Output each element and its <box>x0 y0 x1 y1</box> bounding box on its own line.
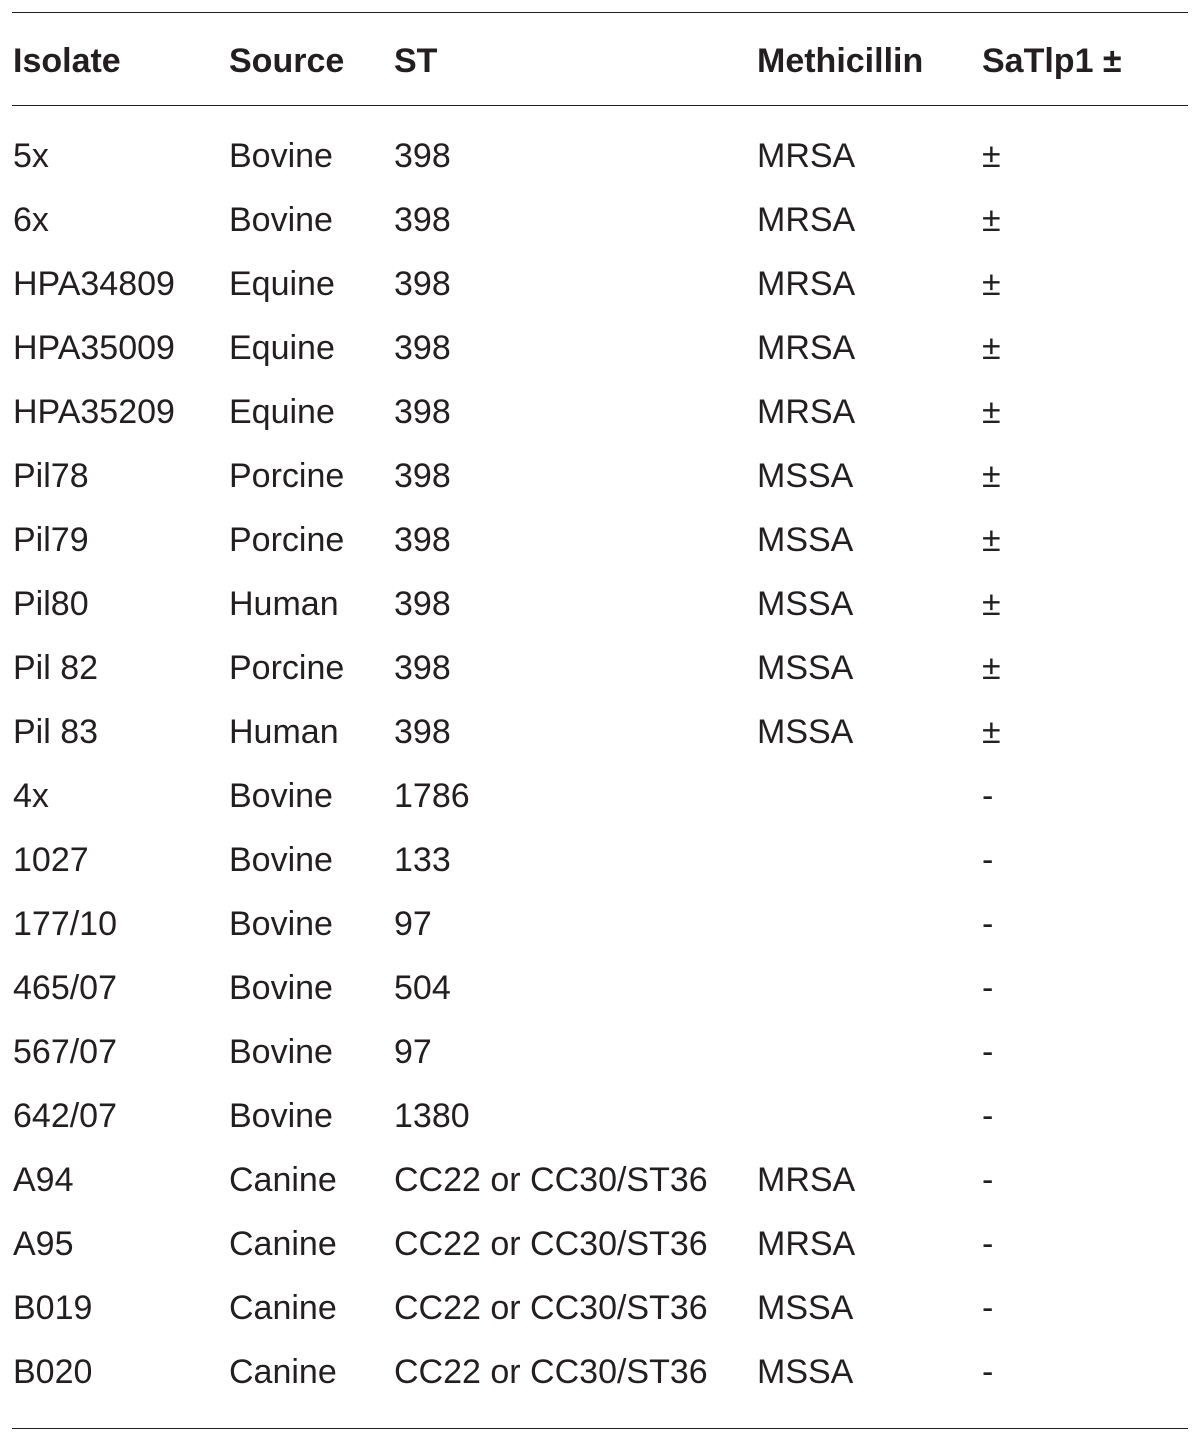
source-cell: Porcine <box>229 457 345 495</box>
header-satlp1: SaTlp1 ± <box>982 42 1122 80</box>
source-cell: Bovine <box>229 905 333 943</box>
source-cell: Bovine <box>229 969 333 1007</box>
st-cell: 1380 <box>394 1097 470 1135</box>
satlp1-cell: - <box>982 1353 994 1391</box>
table-row <box>12 510 1188 574</box>
methicillin-cell: MSSA <box>757 585 854 623</box>
methicillin-cell: MSSA <box>757 1353 854 1391</box>
methicillin-cell: MRSA <box>757 265 856 303</box>
st-cell: 398 <box>394 137 451 175</box>
source-cell: Canine <box>229 1161 337 1199</box>
satlp1-cell: - <box>982 1225 994 1263</box>
header-methicillin: Methicillin <box>757 42 924 80</box>
isolate-cell: Pil 82 <box>13 649 99 687</box>
source-cell: Canine <box>229 1225 337 1263</box>
header-st: ST <box>394 42 438 80</box>
table-row <box>12 318 1188 382</box>
source-cell: Human <box>229 585 339 623</box>
source-cell: Bovine <box>229 201 333 239</box>
table-row <box>12 638 1188 702</box>
st-cell: 398 <box>394 393 451 431</box>
source-cell: Human <box>229 713 339 751</box>
satlp1-cell: ± <box>982 265 1001 303</box>
table-row <box>12 894 1188 958</box>
source-cell: Bovine <box>229 1033 333 1071</box>
isolate-cell: HPA34809 <box>13 265 175 303</box>
source-cell: Equine <box>229 265 335 303</box>
methicillin-cell: MRSA <box>757 393 856 431</box>
methicillin-cell: MSSA <box>757 521 854 559</box>
satlp1-cell: - <box>982 777 994 815</box>
source-cell: Bovine <box>229 1097 333 1135</box>
table-row <box>12 830 1188 894</box>
methicillin-cell: MRSA <box>757 137 856 175</box>
satlp1-cell: ± <box>982 585 1001 623</box>
st-cell: 398 <box>394 585 451 623</box>
isolate-cell: Pil78 <box>13 457 89 495</box>
header-isolate: Isolate <box>13 42 121 80</box>
table-row <box>12 574 1188 638</box>
methicillin-cell: MSSA <box>757 713 854 751</box>
methicillin-cell: MRSA <box>757 1161 856 1199</box>
table-row <box>12 1022 1188 1086</box>
isolate-cell: HPA35009 <box>13 329 175 367</box>
satlp1-cell: ± <box>982 521 1001 559</box>
isolate-cell: 1027 <box>13 841 89 879</box>
st-cell: 398 <box>394 265 451 303</box>
isolate-cell: B019 <box>13 1289 93 1327</box>
table-row <box>12 254 1188 318</box>
satlp1-cell: - <box>982 1033 994 1071</box>
satlp1-cell: ± <box>982 137 1001 175</box>
table-row <box>12 1278 1188 1342</box>
table-row <box>12 446 1188 510</box>
methicillin-cell: MRSA <box>757 201 856 239</box>
satlp1-cell: ± <box>982 457 1001 495</box>
source-cell: Porcine <box>229 521 345 559</box>
satlp1-cell: ± <box>982 393 1001 431</box>
isolate-cell: 5x <box>13 137 49 175</box>
table-row <box>12 1342 1188 1406</box>
isolate-cell: 4x <box>13 777 49 815</box>
st-cell: 398 <box>394 521 451 559</box>
header-source: Source <box>229 42 345 80</box>
source-cell: Porcine <box>229 649 345 687</box>
satlp1-cell: - <box>982 905 994 943</box>
table-row <box>12 1150 1188 1214</box>
isolate-cell: 177/10 <box>13 905 117 943</box>
satlp1-cell: - <box>982 1161 994 1199</box>
isolate-cell: A94 <box>13 1161 74 1199</box>
table-row <box>12 1214 1188 1278</box>
isolate-table <box>12 12 1188 1429</box>
table-body <box>12 106 1188 1428</box>
st-cell: 398 <box>394 713 451 751</box>
st-cell: 398 <box>394 457 451 495</box>
methicillin-cell: MSSA <box>757 457 854 495</box>
isolate-cell: Pil 83 <box>13 713 99 751</box>
satlp1-cell: ± <box>982 201 1001 239</box>
methicillin-cell: MRSA <box>757 1225 856 1263</box>
st-cell: CC22 or CC30/ST36 <box>394 1353 708 1391</box>
source-cell: Bovine <box>229 777 333 815</box>
table-header <box>12 13 1188 105</box>
isolate-cell: Pil79 <box>13 521 89 559</box>
st-cell: CC22 or CC30/ST36 <box>394 1289 708 1327</box>
isolate-cell: 6x <box>13 201 49 239</box>
satlp1-cell: ± <box>982 713 1001 751</box>
isolate-cell: Pil80 <box>13 585 89 623</box>
table-row <box>12 190 1188 254</box>
st-cell: 398 <box>394 649 451 687</box>
table-row <box>12 702 1188 766</box>
isolate-cell: HPA35209 <box>13 393 175 431</box>
st-cell: CC22 or CC30/ST36 <box>394 1161 708 1199</box>
source-cell: Bovine <box>229 137 333 175</box>
isolate-cell: 567/07 <box>13 1033 117 1071</box>
satlp1-cell: - <box>982 1097 994 1135</box>
satlp1-cell: ± <box>982 649 1001 687</box>
st-cell: 504 <box>394 969 451 1007</box>
st-cell: 1786 <box>394 777 470 815</box>
source-cell: Equine <box>229 393 335 431</box>
table-row <box>12 126 1188 190</box>
st-cell: 398 <box>394 201 451 239</box>
source-cell: Canine <box>229 1289 337 1327</box>
st-cell: 133 <box>394 841 451 879</box>
st-cell: 97 <box>394 905 432 943</box>
methicillin-cell: MSSA <box>757 1289 854 1327</box>
methicillin-cell: MRSA <box>757 329 856 367</box>
satlp1-cell: - <box>982 841 994 879</box>
isolate-cell: A95 <box>13 1225 74 1263</box>
table-row <box>12 382 1188 446</box>
satlp1-cell: - <box>982 1289 994 1327</box>
satlp1-cell: - <box>982 969 994 1007</box>
table-row <box>12 766 1188 830</box>
bottom-rule <box>12 1428 1188 1429</box>
st-cell: 97 <box>394 1033 432 1071</box>
st-cell: 398 <box>394 329 451 367</box>
methicillin-cell: MSSA <box>757 649 854 687</box>
satlp1-cell: ± <box>982 329 1001 367</box>
isolate-cell: 465/07 <box>13 969 117 1007</box>
source-cell: Canine <box>229 1353 337 1391</box>
table-row <box>12 1086 1188 1150</box>
source-cell: Bovine <box>229 841 333 879</box>
table-row <box>12 958 1188 1022</box>
isolate-cell: B020 <box>13 1353 93 1391</box>
st-cell: CC22 or CC30/ST36 <box>394 1225 708 1263</box>
source-cell: Equine <box>229 329 335 367</box>
isolate-cell: 642/07 <box>13 1097 117 1135</box>
